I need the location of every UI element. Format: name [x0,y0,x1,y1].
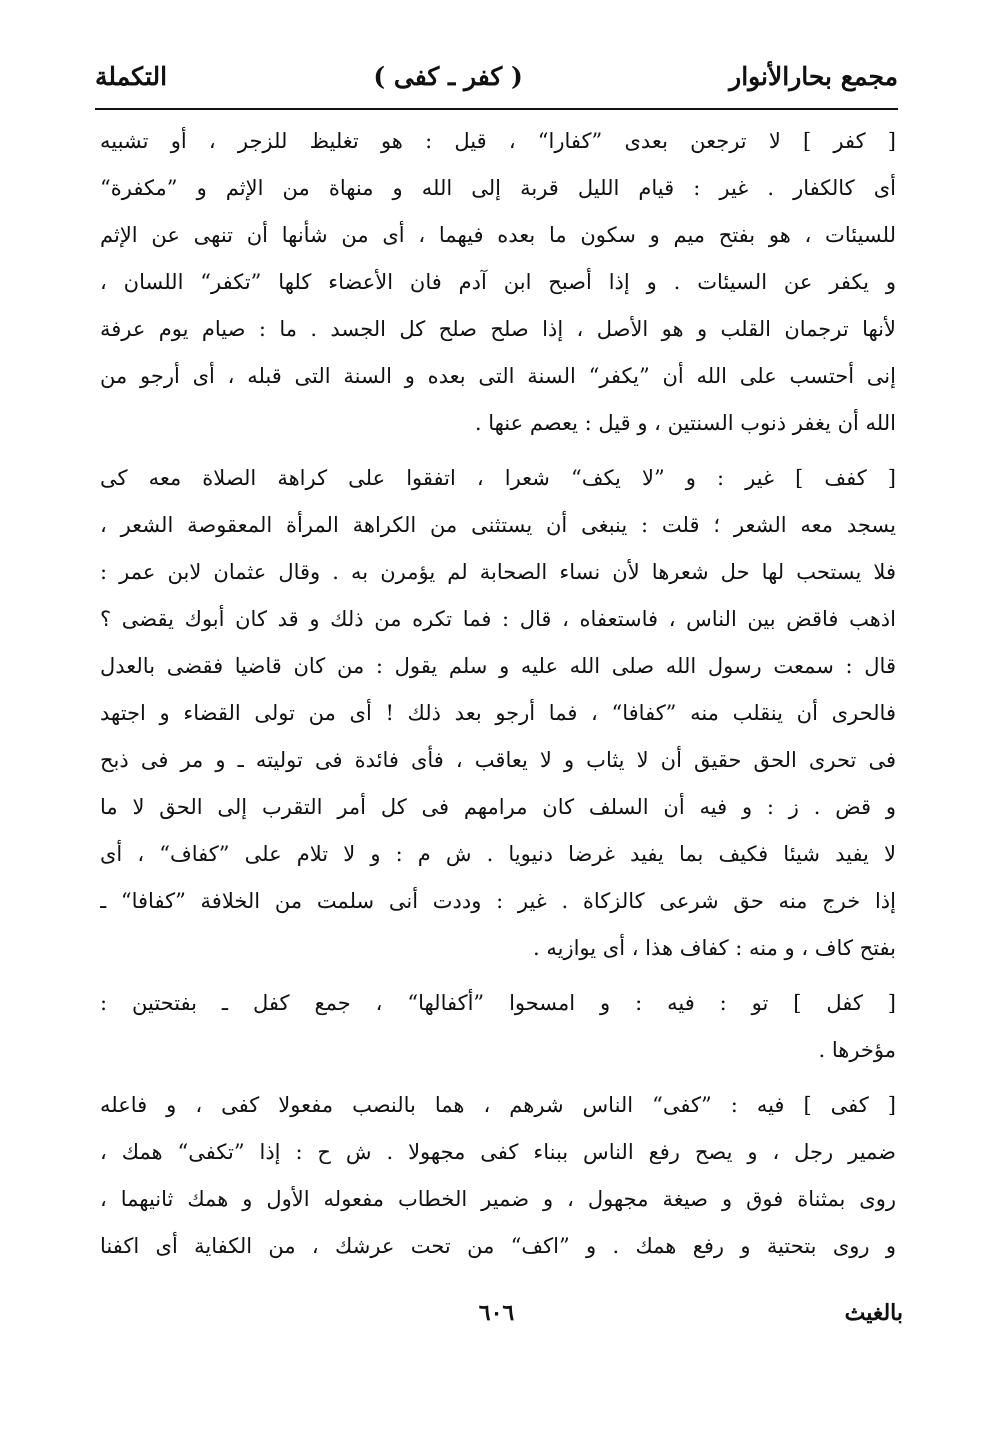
catchword: بالغيث [844,1300,903,1326]
text-line: اذهب فاقض بين الناس ، فاستعفاه ، قال : فما تكره من ذلك و قد كان أبوك يقضى ؟ [100,607,896,631]
text-line: أى كالكفار . غير : قيام الليل قربة إلى الله و منهاة من الإثم و ”مكفرة“ [100,176,896,200]
text-line: [ كفى ] فيه : ”كفى“ الناس شرهم ، هما بالنصب مفعولا كفى ، و فاعله [100,1093,896,1117]
page-number: ٦٠٦ [478,1300,515,1326]
text-line: إذا خرج منه حق شرعى كالزكاة . غير : وددت أنى سلمت من الخلافة ”كفافا“ ـ [100,889,896,913]
text-line: و يكفر عن السيئات . و إذا أصبح ابن آدم فان الأعضاء كلها ”تكفر“ اللسان ، [100,270,896,294]
text-line: قال : سمعت رسول الله صلى الله عليه و سلم يقول : من كان قاضيا فقضى بالعدل [100,654,896,678]
text-line: و قض . ز : و فيه أن السلف كان مرامهم فى كل أمر التقرب إلى الحق لا ما [100,795,896,819]
text-line: مؤخرها . [818,1038,896,1062]
paragraph-kaffa [100,455,896,972]
paragraph-kafa [100,1082,896,1270]
book-title: مجمع بحارالأنوار [729,61,898,91]
text-line: فى تحرى الحق حقيق أن لا يثاب و لا يعاقب ، فأى فائدة فى توليته ـ و مر فى ذبح [100,748,896,772]
paragraph-kafara [100,118,896,447]
text-line: [ كفر ] لا ترجعن بعدى ”كفارا“ ، قيل : هو تغليظ للزجر ، أو تشبيه [100,129,896,153]
text-line: و روى بتحتية و رفع همك . و ”اكف“ من تحت عرشك ، من الكفاية أى اكفنا [100,1234,896,1258]
running-header [95,52,898,100]
text-line: إنى أحتسب على الله أن ”يكفر“ السنة التى بعده و السنة التى قبله ، أى أرجو من [100,364,896,388]
text-line: [ كفل ] تو : فيه : و امسحوا ”أكفالها“ ، جمع كفل ـ بفتحتين : [100,991,896,1015]
entry-range: ( كفر ـ كفى ) [373,61,523,91]
text-line: فالحرى أن ينقلب منه ”كفافا“ ، فما أرجو بعد ذلك ! أى من تولى القضاء و اجتهد [100,701,896,725]
header-rule [95,108,898,110]
text-line: روى بمثناة فوق و صيغة مجهول ، و ضمير الخطاب مفعوله الأول و همك ثانيهما ، [100,1187,896,1211]
text-line: لا يفيد شيئا فكيف بما يفيد غرضا دنيويا . ش م : و لا تلام على ”كفاف“ ، أى [100,842,896,866]
paragraph-kafala [100,980,896,1074]
text-line: للسيئات ، هو بفتح ميم و سكون ما بعده فيهما ، أى من شأنها أن تنهى عن الإثم [100,223,896,247]
text-line: بفتح كاف ، و منه : كفاف هذا ، أى يوازيه . [532,936,896,960]
text-line: يسجد معه الشعر ؛ قلت : ينبغى أن يستثنى من الكراهة المرأة المعقوصة الشعر ، [100,513,896,537]
text-line: الله أن يغفر ذنوب السنتين ، و قيل : يعصم عنها . [474,411,896,435]
text-line: ضمير رجل ، و يصح رفع الناس ببناء كفى مجهولا . ش ح : إذا ”تكفى“ همك ، [100,1140,896,1164]
section-label: التكملة [95,61,168,91]
text-line: لأنها ترجمان القلب و هو الأصل ، إذا صلح صلح كل الجسد . ما : صيام يوم عرفة [100,317,896,341]
text-line: [ كفف ] غير : و ”لا يكف“ شعرا ، اتفقوا على كراهة الصلاة معه كى [100,466,896,490]
text-line: فلا يستحب لها حل شعرها لأن نساء الصحابة لم يؤمرن به . وقال عثمان لابن عمر : [100,560,896,584]
text-body [100,118,896,1270]
